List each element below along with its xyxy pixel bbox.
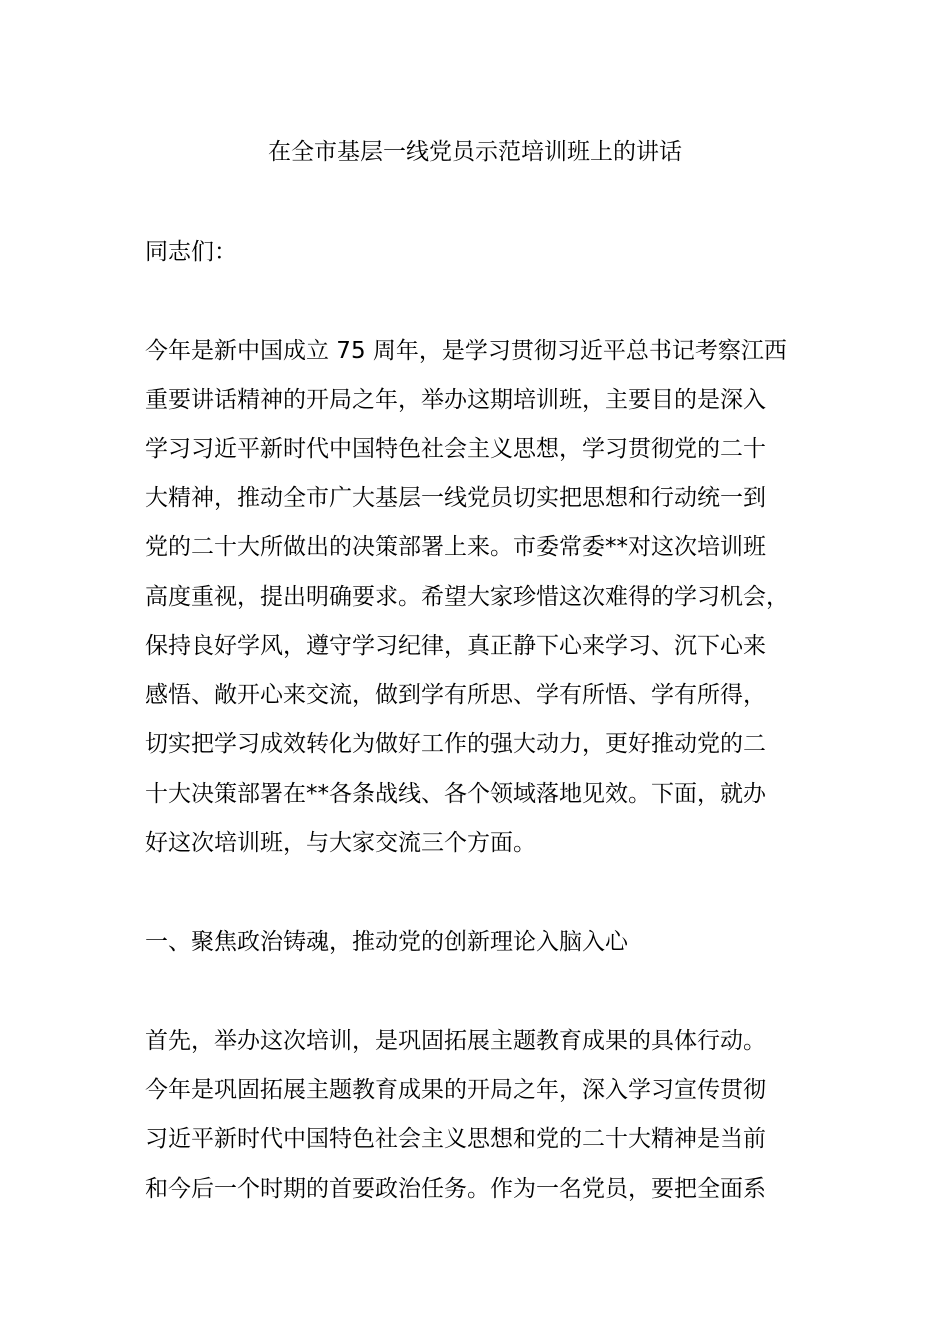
paragraph-1-line-2: 重要讲话精神的开局之年，举办这期培训班，主要目的是深入 — [145, 387, 766, 413]
paragraph-2-line-4: 和今后一个时期的首要政治任务。作为一名党员，要把全面系 — [145, 1176, 766, 1202]
section-heading-1: 一、聚焦政治铸魂，推动党的创新理论入脑入心 — [145, 929, 628, 955]
salutation: 同志们： — [145, 239, 237, 265]
document-title: 在全市基层一线党员示范培训班上的讲话 — [268, 139, 682, 165]
paragraph-1-line-9: 切实把学习成效转化为做好工作的强大动力，更好推动党的二 — [145, 731, 766, 757]
paragraph-1-line-10: 十大决策部署在**各条战线、各个领域落地见效。下面，就办 — [145, 781, 766, 807]
paragraph-1-line-6: 高度重视，提出明确要求。希望大家珍惜这次难得的学习机会， — [145, 584, 789, 610]
paragraph-1-line-4: 大精神，推动全市广大基层一线党员切实把思想和行动统一到 — [145, 485, 766, 511]
paragraph-1-line-8: 感悟、敞开心来交流，做到学有所思、学有所悟、学有所得， — [145, 682, 766, 708]
paragraph-1-line-7: 保持良好学风，遵守学习纪律，真正静下心来学习、沉下心来 — [145, 633, 766, 659]
paragraph-2-line-1: 首先，举办这次培训，是巩固拓展主题教育成果的具体行动。 — [145, 1028, 766, 1054]
paragraph-1-line-11: 好这次培训班，与大家交流三个方面。 — [145, 830, 536, 856]
paragraph-1-line-1: 今年是新中国成立 75 周年，是学习贯彻习近平总书记考察江西 — [145, 338, 787, 364]
paragraph-1-line-5: 党的二十大所做出的决策部署上来。市委常委**对这次培训班 — [145, 534, 766, 560]
paragraph-2-line-3: 习近平新时代中国特色社会主义思想和党的二十大精神是当前 — [145, 1126, 766, 1152]
paragraph-1-line-3: 学习习近平新时代中国特色社会主义思想，学习贯彻党的二十 — [145, 436, 766, 462]
paragraph-2-line-2: 今年是巩固拓展主题教育成果的开局之年，深入学习宣传贯彻 — [145, 1077, 766, 1103]
